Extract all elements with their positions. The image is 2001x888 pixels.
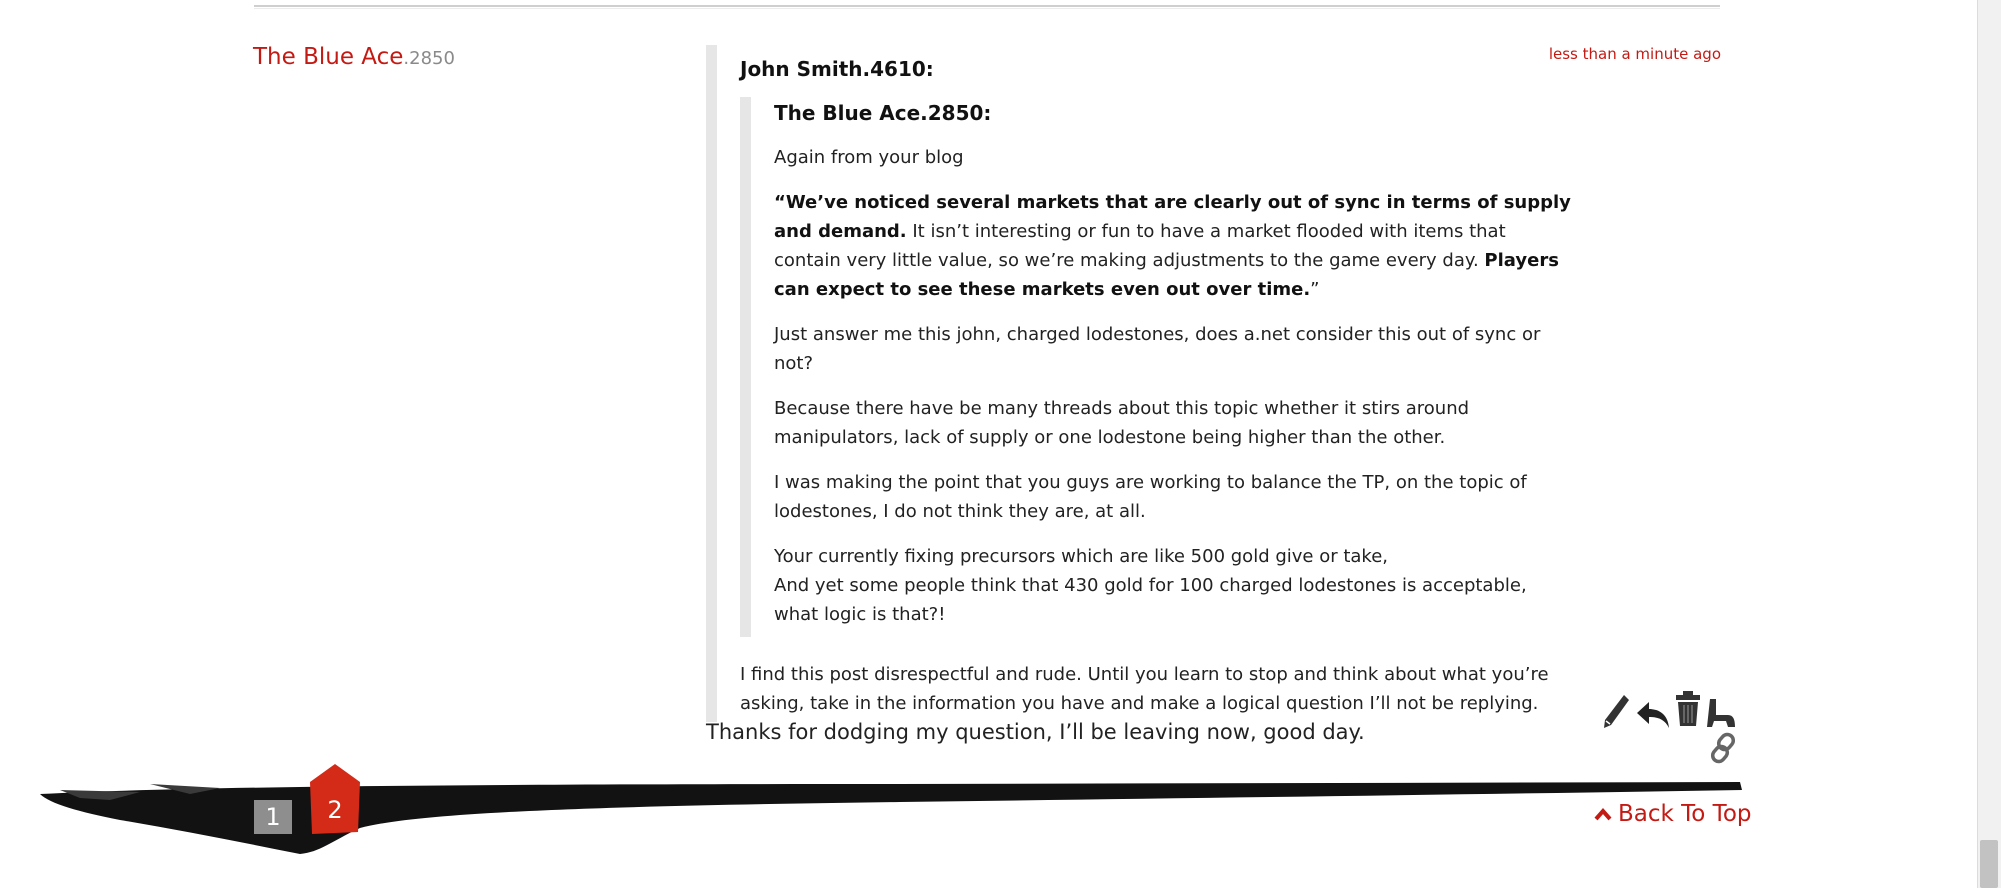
quote-text: ” [1310,279,1320,300]
back-to-top-link[interactable] [1594,801,1752,827]
chevron-up-icon [1594,801,1612,827]
author-name[interactable]: The Blue Ace [253,44,404,70]
quote-author: John Smith.4610: [740,57,934,81]
top-divider [254,5,1720,7]
post-body [706,45,1576,722]
quote-line: And yet some people think that 430 gold for 100 charged lodestones is acceptable, what logic is that?! [774,575,1527,625]
quote-paragraph: I was making the point that you guys are working to balance the TP, on the topic of lodestones, I do not think they are, at all. [774,472,1527,522]
post-author[interactable] [253,44,455,70]
scrollbar-thumb[interactable] [1980,840,1998,888]
page-2-button-current[interactable] [310,764,360,836]
edit-icon[interactable] [1602,693,1630,733]
quote-paragraph: Just answer me this john, charged lodestones, does a.net consider this out of sync or not? [774,324,1541,374]
post-actions [1602,690,1742,770]
page-2-label: 2 [327,796,343,824]
quote-bold-text: “We’ve noticed several markets that are clearly out of sync in terms of supply and demand. [774,192,1571,242]
post-timestamp[interactable]: less than a minute ago [1548,45,1721,63]
quote-bold-text: Players can expect to see these markets even out over time. [774,250,1559,300]
delete-icon[interactable] [1674,690,1702,732]
quote-line: Your currently fixing precursors which are like 500 gold give or take, [774,546,1389,567]
quote-text: It isn’t interesting or fun to have a market flooded with items that contain very little value, so we’re making adjustments to the game every day. [774,221,1506,271]
top-divider-shadow [254,8,1720,9]
author-account-id: .2850 [403,48,455,69]
quote-paragraph [774,188,1576,304]
nested-quote-author: The Blue Ace.2850: [774,101,992,125]
quote-reply: I find this post disrespectful and rude. Until you learn to stop and think about what you’re asking, take in the information you have and make a logical question I’ll not be replying. [740,664,1549,714]
quote-paragraph: Again from your blog [774,147,964,168]
infraction-icon[interactable] [1706,697,1736,733]
scrollbar[interactable] [1977,0,2001,888]
post-message: Thanks for dodging my question, I’ll be leaving now, good day. [706,720,1365,744]
link-icon[interactable] [1710,732,1738,768]
page-1-button[interactable]: 1 [254,800,292,834]
quote-paragraph [774,542,1576,629]
back-to-top-label: Back To Top [1618,801,1752,827]
quote-paragraph: Because there have be many threads about this topic whether it stirs around manipulators, lack of supply or one lodestone being higher than the other. [774,398,1470,448]
nested-quote-block [740,97,1576,637]
quote-block [706,45,1576,722]
reply-icon[interactable] [1635,700,1671,734]
